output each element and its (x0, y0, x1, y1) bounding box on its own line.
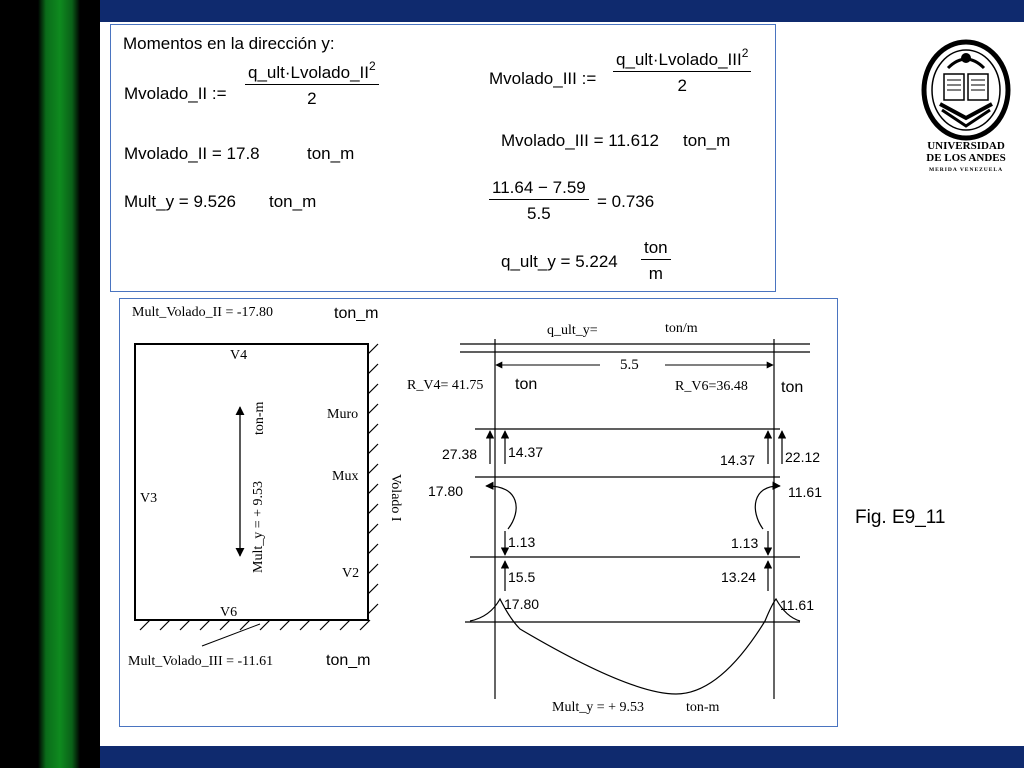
bottom-wall-hatching (140, 620, 370, 630)
top-decorative-bar (100, 0, 1024, 22)
value-15-5: 15.5 (508, 569, 536, 585)
university-logo (918, 38, 1014, 178)
q-ult-y-unit-numerator: ton (641, 239, 671, 260)
value-22-12: 22.12 (785, 449, 821, 465)
mvolado-ii-numerator-text: q_ult·Lvolado_II (248, 63, 369, 82)
mult-y-unit: ton_m (269, 192, 317, 211)
logo-line-3: MERIDA VENEZUELA (928, 167, 1004, 173)
moment-17-80-curved-arrow (486, 486, 516, 529)
logo-line-1: UNIVERSIDAD (927, 140, 1005, 152)
ratio-fraction (489, 179, 589, 222)
v2-label: V2 (342, 566, 360, 581)
mvolado-iii-fraction (613, 47, 751, 94)
q-unit-label: ton/m (665, 321, 698, 336)
v4-label: V4 (230, 348, 248, 363)
q-ult-y-unit-denominator: m (648, 264, 663, 283)
calc-heading: Momentos en la dirección y: (123, 34, 335, 53)
mult-volado-iii-label: Mult_Volado_III = -11.61 (128, 654, 274, 669)
q-ult-y-result: q_ult_y = 5.224 (501, 252, 618, 271)
mvolado-iii-result: Mvolado_III = 11.612 (501, 131, 659, 150)
value-17-80-moment: 17.80 (428, 483, 464, 499)
mvolado-iii-numerator-text: q_ult·Lvolado_III (616, 50, 742, 69)
mvolado-iii-definition-lhs: Mvolado_III := (489, 69, 597, 88)
ratio-numerator: 11.64 − 7.59 (489, 179, 589, 200)
left-decorative-bar (0, 0, 100, 768)
mult-y-diagram-label: Mult_y = + 9.53 (552, 700, 645, 715)
bottom-decorative-bar (100, 746, 1024, 768)
value-11-61-moment: 11.61 (788, 484, 822, 500)
q-ult-y-unit-fraction (641, 239, 671, 282)
mult-volado-ii-label: Mult_Volado_II = -17.80 (132, 305, 274, 320)
logo-wordmark (918, 140, 1014, 176)
mux-label: Mux (332, 469, 359, 484)
moment-11-61-curved-arrow (755, 486, 780, 529)
v6-label: V6 (220, 605, 238, 620)
value-13-24: 13.24 (721, 569, 757, 585)
mvolado-iii-unit: ton_m (683, 131, 731, 150)
value-1-13-right: 1.13 (731, 535, 759, 551)
span-label: 5.5 (620, 357, 639, 373)
mvolado-iii-numerator (613, 47, 751, 72)
value-11-61-diagram: 11.61 (780, 597, 814, 613)
mvolado-ii-denominator: 2 (307, 89, 317, 108)
value-27-38: 27.38 (442, 446, 478, 462)
mult-volado-iii-unit: ton_m (326, 652, 371, 669)
mvolado-ii-exponent: 2 (368, 59, 376, 73)
mult-volado-iii-leader-line (202, 624, 260, 646)
v3-label: V3 (140, 491, 158, 506)
mult-y-vertical-label: Mult_y = + 9.53 (251, 480, 266, 573)
right-wall-hatching (368, 344, 378, 614)
muro-label: Muro (327, 407, 359, 422)
value-14-37-left: 14.37 (508, 444, 544, 460)
reaction-v4-unit: ton (515, 376, 538, 393)
calculation-panel (110, 24, 776, 292)
mvolado-iii-exponent: 2 (741, 46, 749, 60)
value-1-13-left: 1.13 (508, 534, 536, 550)
mvolado-ii-result: Mvolado_II = 17.8 (124, 144, 260, 163)
ratio-denominator: 5.5 (527, 204, 551, 223)
mvolado-ii-unit: ton_m (307, 144, 355, 163)
diagram-panel (119, 298, 838, 727)
volado-i-label: Volado I (388, 474, 403, 522)
q-ult-y-label: q_ult_y= (547, 323, 598, 338)
mvolado-ii-numerator (245, 60, 379, 85)
mult-y-vertical-unit: ton-m (252, 401, 267, 435)
value-17-80-diagram: 17.80 (504, 596, 540, 612)
mult-y-result: Mult_y = 9.526 (124, 192, 236, 211)
mult-volado-ii-unit: ton_m (334, 305, 379, 322)
figure-label: Fig. E9_11 (855, 507, 946, 528)
mult-y-diagram-unit: ton-m (686, 700, 720, 715)
diagram-canvas (120, 299, 837, 726)
mvolado-ii-definition-lhs: Mvolado_II := (124, 84, 227, 103)
logo-line-2: DE LOS ANDES (926, 152, 1006, 164)
reaction-v6-unit: ton (781, 379, 804, 396)
reaction-v4-label: R_V4= 41.75 (407, 378, 484, 393)
value-14-37-right: 14.37 (720, 452, 756, 468)
ratio-result: = 0.736 (597, 192, 655, 211)
moment-diagram-curve (470, 599, 800, 694)
mvolado-ii-fraction (245, 60, 379, 107)
reaction-v6-label: R_V6=36.48 (675, 379, 748, 394)
mvolado-iii-denominator: 2 (677, 76, 687, 95)
